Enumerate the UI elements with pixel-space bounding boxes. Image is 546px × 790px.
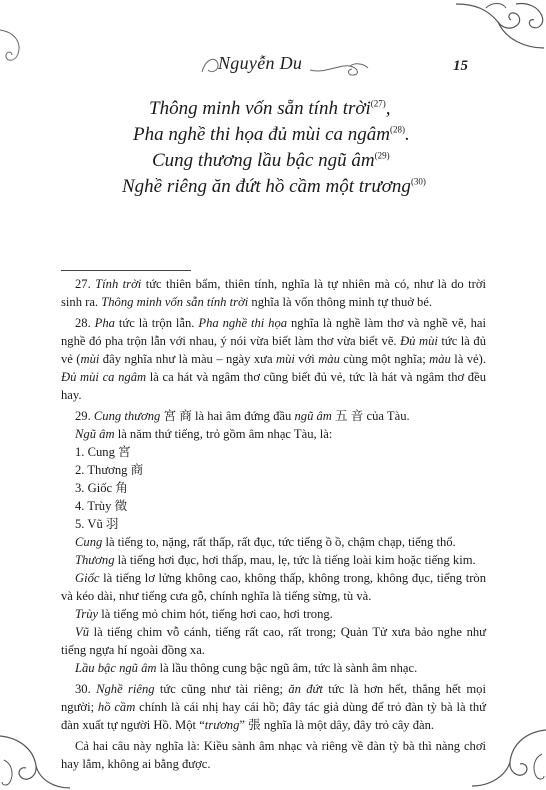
list-item: 4. Trùy 徵 <box>75 499 128 513</box>
corner-ornament-icon <box>0 730 70 790</box>
footnote-29: 29. Cung thương 宮 商 là hai âm đứng đầu ngũ âm 五 音 của Tàu. <box>75 409 410 423</box>
poem-line-3: Cung thương lầu bậc ngũ $âm^{(29)}$ <box>152 150 390 171</box>
page-number: 15 <box>453 58 468 74</box>
corner-ornament-icon <box>0 20 30 80</box>
footnote-28: 28. Pha tức là trộn lẫn. Pha nghề thi họa nghĩa là nghề làm thơ và nghề vẽ, hai nghề đó pha trộn lẫn với nhau, ý nói vừa biết làm thơ vừa biết vẽ. Đủ mùi tức là đủ vẻ (mùi đây nghĩa như là màu – ngày xưa mùi với màu cùng một nghĩa; màu là vẻ). Đủ mùi ca ngâm là ca hát và ngâm thơ cũng biết đủ vẻ, tức là hát và ngâm thơ đều hay. <box>61 316 486 402</box>
list-item: 1. Cung 宮 <box>75 445 131 459</box>
footnote-30: 30. Nghề riêng tức cũng như tài riêng; ăn đứt tức là hơn hết, thắng hết mọi người; hồ cầm chính là cái nhị hay cái hồ; đây tác giả dùng để trỏ đàn tỳ bà là thứ đàn xuất tự người Hồ. Một “trương” 張 nghĩa là một dây, đây trỏ cây đàn. <box>61 682 487 732</box>
list-item: 5. Vũ 羽 <box>75 517 119 531</box>
footnote-29-vu: Vũ là tiếng chim vỗ cánh, tiếng rất cao, rất trong; Quản Tử xưa bảo nghe như tiếng ngựa hí ngoài đồng xa. <box>61 625 486 657</box>
footnote-29-lau-bac: Lầu bậc ngũ âm là lầu thông cung bậc ngũ âm, tức là sành âm nhạc. <box>75 661 418 675</box>
poem-line-1: Thông minh vốn sẵn tính trời$^{(27)}$, <box>149 98 391 119</box>
running-header-title: Nguyễn Du <box>218 53 303 73</box>
poem-line-4: Nghề riêng ăn đứt hồ cầm một trương$^{(30)}$ <box>122 176 426 197</box>
footnotes <box>61 275 486 773</box>
footnote-separator <box>61 270 191 271</box>
footnote-29-cung: Cung là tiếng to, nặng, rất thấp, rất đục, tức tiếng ồ ồ, chậm chạp, tiếng thổ. <box>75 535 456 549</box>
list-item: 2. Thương 商 <box>75 463 144 477</box>
list-item: 3. Giốc 角 <box>75 481 128 495</box>
footnote-30-closing: Cả hai câu này nghĩa là: Kiều sành âm nhạc và riêng về đàn tỳ bà thì nàng chơi hay lắm, không ai bằng được. <box>61 739 486 771</box>
footnote-29-thuong: Thương là tiếng hơi đục, hơi thấp, mau, lẹ, tức là tiếng loài kim hoặc tiếng kim. <box>75 553 476 567</box>
footnote-29-gioc: Giốc là tiếng lơ lửng không cao, không thấp, không trong, không đục, tiếng tròn và kéo dài, như tiếng cưa gỗ, chính nghĩa là tiếng sừng, tù và. <box>61 571 486 603</box>
corner-ornament-icon <box>446 0 546 60</box>
footnote-29-truy: Trùy là tiếng mỏ chim hót, tiếng hơi cao, hơi trong. <box>75 607 333 621</box>
poem-line-2: Pha nghề thi họa đủ mùi ca ngâm$^{(28)}$. <box>133 124 410 145</box>
footnote-29-intro: Ngũ âm là năm thứ tiếng, trỏ gồm âm nhạc Tàu, là: <box>75 427 333 441</box>
footnote-27: 27. Tính trời tức thiên bẩm, thiên tính, nghĩa là tự nhiên mà có, như là do trời sinh ra. Thông minh vốn sẵn tính trời nghĩa là vốn thông minh tự thuở bé. <box>61 277 486 309</box>
